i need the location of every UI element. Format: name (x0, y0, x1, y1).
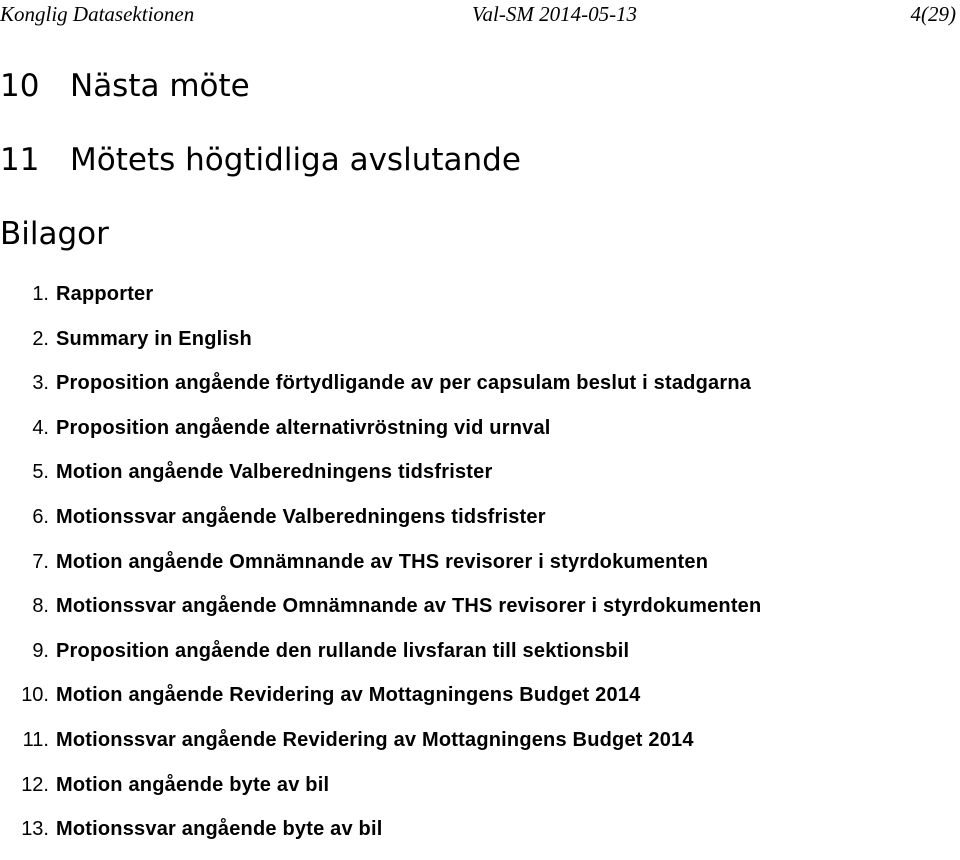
list-item (0, 681, 960, 726)
item-text: Motion angående Valberedningens tidsfrister (56, 461, 493, 484)
list-item (0, 369, 960, 414)
list-item (0, 503, 960, 548)
item-number: 4. (32, 416, 49, 439)
item-number: 1. (32, 283, 49, 305)
item-number: 9. (32, 639, 49, 662)
item-number: 13. (21, 818, 49, 841)
item-text: Proposition angående alternativröstning vid urnval (56, 416, 551, 439)
section-title: Nästa möte (70, 68, 250, 104)
item-text: Motionssvar angående Omnämnande av THS revisorer i styrdokumenten (56, 595, 762, 618)
item-text: Motionssvar angående byte av bil (56, 818, 383, 841)
list-item (0, 771, 960, 816)
item-text: Motion angående Revidering av Mottagningens Budget 2014 (56, 684, 641, 707)
item-text: Summary in English (56, 327, 252, 350)
section-title: Mötets högtidliga avslutande (70, 142, 521, 178)
list-item (0, 458, 960, 503)
list-item (0, 548, 960, 593)
item-number: 10. (21, 684, 49, 707)
section-heading-10 (0, 66, 250, 106)
section-heading-bilagor (0, 214, 109, 254)
list-item (0, 815, 960, 860)
item-number: 11. (22, 728, 49, 751)
list-item (0, 414, 960, 459)
attachment-list (0, 280, 960, 860)
section-number: 10 (0, 68, 40, 104)
list-item (0, 280, 960, 325)
item-number: 12. (21, 773, 49, 796)
item-number: 5. (32, 461, 49, 484)
item-text: Proposition angående den rullande livsfaran till sektionsbil (56, 639, 630, 662)
item-text: Motionssvar angående Valberedningens tidsfrister (56, 505, 546, 528)
item-number: 6. (32, 505, 49, 528)
item-text: Motion angående Omnämnande av THS revisorer i styrdokumenten (56, 550, 709, 573)
item-text: Rapporter (56, 283, 154, 305)
page-header (0, 0, 960, 32)
list-item (0, 325, 960, 370)
item-number: 2. (32, 327, 49, 350)
list-item (0, 726, 960, 771)
item-number: 7. (32, 550, 49, 573)
header-page-number: 4(29) (910, 2, 956, 26)
item-text: Proposition angående förtydligande av per capsulam beslut i stadgarna (56, 372, 752, 395)
section-number: 11 (0, 142, 40, 178)
list-item (0, 637, 960, 682)
header-organization: Konglig Datasektionen (0, 2, 195, 26)
section-title: Bilagor (0, 216, 109, 252)
item-number: 3. (32, 372, 49, 395)
header-meeting-date: Val-SM 2014-05-13 (472, 2, 638, 26)
item-number: 8. (32, 595, 49, 618)
list-item (0, 592, 960, 637)
item-text: Motionssvar angående Revidering av Mottagningens Budget 2014 (56, 728, 694, 751)
item-text: Motion angående byte av bil (56, 773, 330, 796)
section-heading-11 (0, 140, 521, 180)
